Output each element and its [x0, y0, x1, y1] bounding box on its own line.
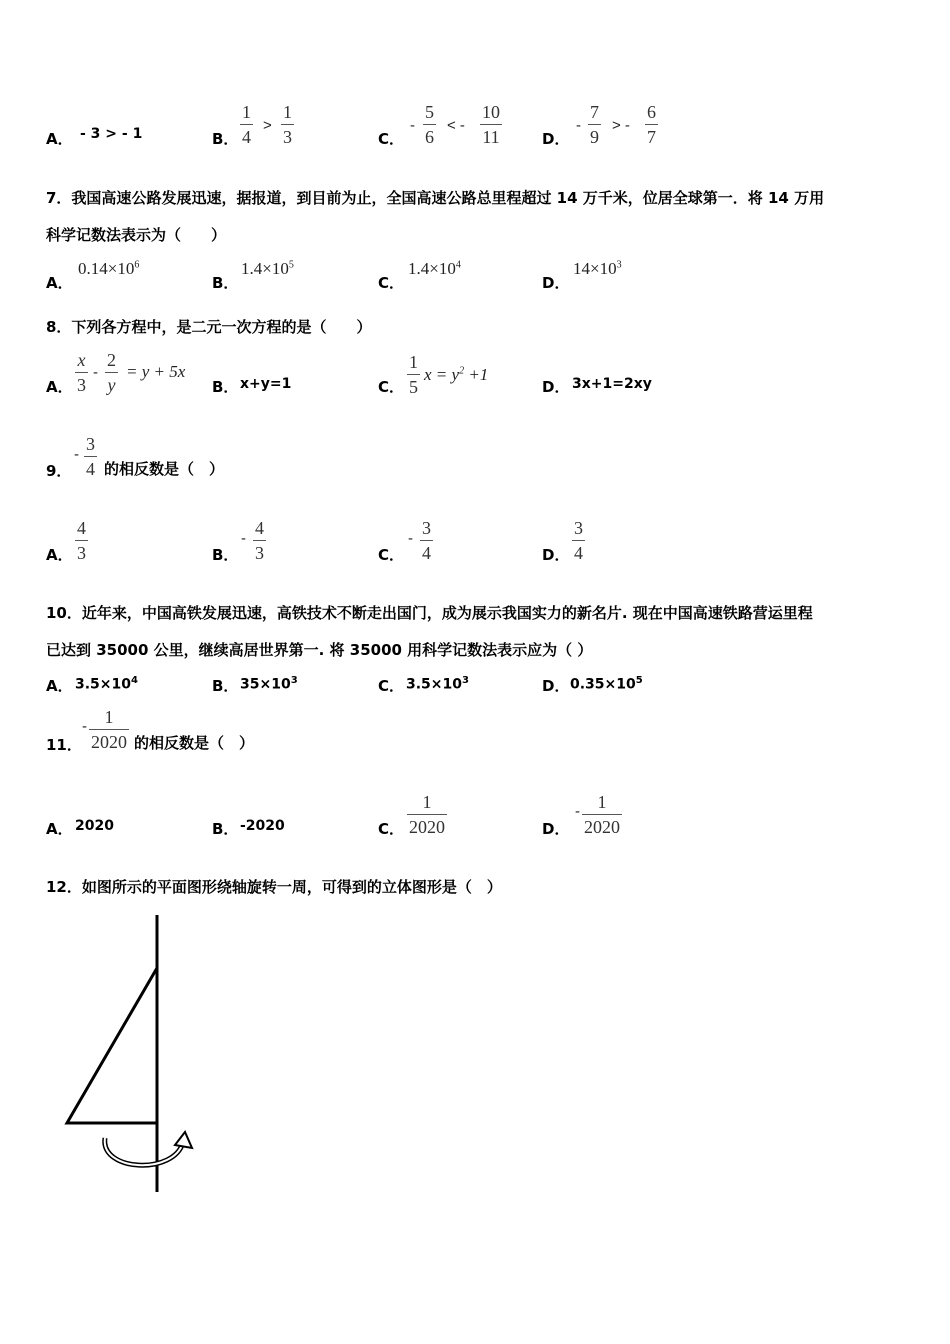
q7-option-b-label: B．	[212, 274, 239, 292]
q8-option-c-label: C．	[378, 378, 405, 396]
q6-c-left-frac: 5 6	[425, 102, 434, 147]
q9-option-a-label: A．	[46, 546, 73, 564]
q8-c-rest: $x = y^2 +1$	[424, 365, 489, 384]
q10-option-c-label: C．	[378, 677, 405, 695]
q7-option-b-value: $1.4\times 10^5$	[241, 259, 294, 278]
q6-d-left-sign: -	[576, 117, 581, 134]
q10-option-a-value: $3.5\times 10^4$	[75, 675, 138, 693]
q9-option-b-frac: 4 3	[255, 518, 264, 563]
q6-option-c-label: C．	[378, 130, 405, 148]
rotation-figure	[55, 910, 205, 1200]
q7-option-a-label: A．	[46, 274, 73, 292]
q11-fraction: 1 2020	[91, 707, 127, 752]
q7-option-c-label: C．	[378, 274, 405, 292]
q8-a-frac2: 2 y	[107, 350, 116, 395]
q7-option-c-value: $1.4\times 10^4$	[408, 259, 461, 278]
q9-option-c-label: C．	[378, 546, 405, 564]
q9-option-d-label: D．	[542, 546, 570, 564]
q10-option-d-value: $0.35\times 10^5$	[570, 675, 643, 693]
q6-c-right-frac: 10 11	[482, 102, 500, 147]
q6-b-right-frac: 1 3	[283, 102, 292, 147]
q6-d-op: > -	[612, 117, 630, 134]
q6-option-b-label: B．	[212, 130, 239, 148]
q10-stem-line2: 已达到 35000 公里，继续高居世界第一. 将 35000 用科学记数法表示应为（ ）	[46, 641, 593, 659]
q11-option-a-label: A．	[46, 820, 73, 838]
q11-option-b-value: -2020	[240, 818, 285, 834]
q9-option-c-sign: -	[408, 530, 413, 547]
q9-option-a-frac: 4 3	[77, 518, 86, 563]
q11-option-c-label: C．	[378, 820, 405, 838]
q10-option-d-label: D．	[542, 677, 570, 695]
q10-option-c-value: $3.5\times 10^3$	[406, 675, 469, 693]
q6-option-a-label: A．	[46, 130, 73, 148]
q8-option-a-label: A．	[46, 378, 73, 396]
q6-option-a-expr: - 3 > - 1	[80, 126, 143, 142]
q6-option-d-label: D．	[542, 130, 570, 148]
q11-option-b-label: B．	[212, 820, 239, 838]
q10-option-b-value: $35\times 10^3$	[240, 675, 298, 693]
q8-a-minus: -	[93, 364, 98, 381]
rotation-arrow-outer	[105, 1138, 183, 1165]
q7-option-d-value: $14\times 10^3$	[573, 259, 622, 278]
q6-b-op: >	[263, 117, 272, 134]
right-triangle	[67, 968, 157, 1123]
q9-sign: -	[74, 446, 79, 463]
q8-a-rest: = y + 5x	[126, 362, 186, 381]
q11-stem: 的相反数是（ ）	[134, 734, 255, 752]
q7-stem-line1: 7．我国高速公路发展迅速，据报道，到目前为止，全国高速公路总里程超过 14 万千米，位居全球第一．将 14 万用	[46, 189, 825, 207]
q8-option-b-value: x+y=1	[240, 376, 292, 392]
q11-option-a-value: 2020	[75, 818, 114, 834]
q9-option-c-frac: 3 4	[422, 518, 431, 563]
q6-b-left-frac: 1 4	[242, 102, 251, 147]
q11-number: 11．	[46, 736, 82, 754]
q7-stem-line2: 科学记数法表示为（ ）	[46, 226, 227, 244]
q7-option-d-label: D．	[542, 274, 570, 292]
q10-option-b-label: B．	[212, 677, 239, 695]
q9-number: 9．	[46, 462, 72, 480]
q6-d-left-frac: 7 9	[590, 102, 599, 147]
q8-c-frac: 1 5	[409, 352, 418, 397]
q8-option-d-value: 3x+1=2xy	[572, 376, 652, 392]
rotation-arrow-head	[175, 1132, 192, 1148]
q6-d-right-frac: 6 7	[647, 102, 656, 147]
q12-stem: 12．如图所示的平面图形绕轴旋转一周，可得到的立体图形是（ ）	[46, 878, 502, 896]
q11-option-d-label: D．	[542, 820, 570, 838]
q6-c-left-sign: -	[410, 117, 415, 134]
q7-option-a-value: $0.14\times 10^6$	[78, 259, 140, 278]
q9-option-d-frac: 3 4	[574, 518, 583, 563]
q6-c-op: < -	[447, 117, 465, 134]
q11-option-d-frac: 1 2020	[584, 792, 620, 837]
q8-stem: 8．下列各方程中，是二元一次方程的是（ ）	[46, 318, 372, 336]
q10-option-a-label: A．	[46, 677, 73, 695]
q9-option-b-label: B．	[212, 546, 239, 564]
q8-option-d-label: D．	[542, 378, 570, 396]
q9-stem: 的相反数是（ ）	[104, 460, 225, 478]
q11-sign: -	[82, 718, 87, 735]
q8-a-frac1: x 3	[77, 350, 86, 395]
q9-fraction: 3 4	[86, 434, 95, 479]
q11-option-c-frac: 1 2020	[409, 792, 445, 837]
q9-option-b-sign: -	[241, 530, 246, 547]
q8-option-b-label: B．	[212, 378, 239, 396]
q11-option-d-sign: -	[575, 803, 580, 820]
q10-stem-line1: 10．近年来，中国高铁发展迅速，高铁技术不断走出国门，成为展示我国实力的新名片. 现在中国高速铁路营运里程	[46, 604, 813, 622]
